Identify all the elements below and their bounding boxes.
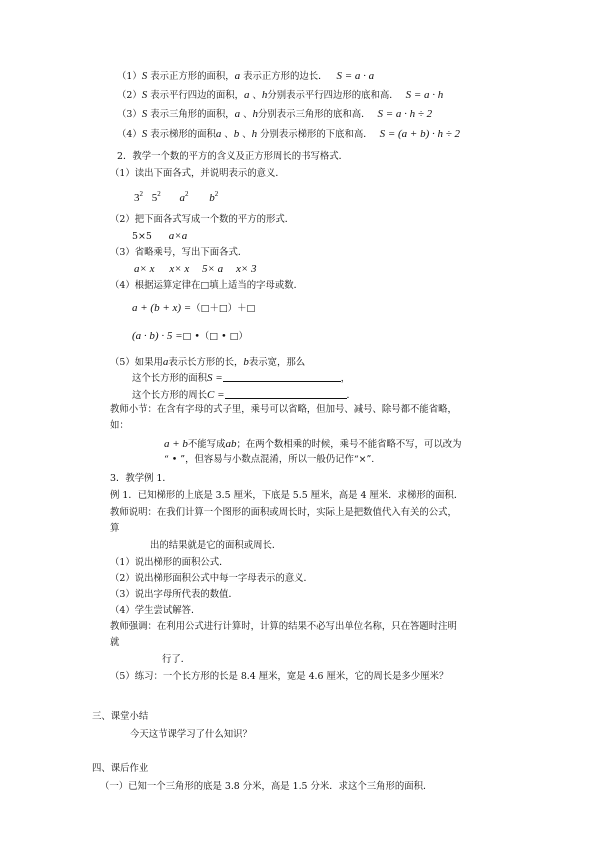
- square-form-items: 5×5 a×a: [132, 230, 188, 242]
- fill-eq-2: (a · b) · 5 =□ •（□ • □）: [132, 330, 248, 342]
- teacher-explain-line-3: 出的结果就是它的面积或周长．: [150, 540, 282, 551]
- formula-triangle-eq: S = a · h ÷ 2: [377, 108, 433, 120]
- step-5-practice: （5）练习：一个长方形的长是 8.4 厘米，宽是 4.6 厘米，它的周长是多少厘米？: [110, 671, 449, 682]
- power-4: $b^2$: [209, 190, 219, 204]
- step-1: （1）说出梯形的面积公式．: [110, 557, 229, 568]
- formula-square: （1）S 表示正方形的面积，a 表示正方形的边长． S = a · a: [117, 70, 375, 82]
- section-2-title: 2．教学一个数的平方的含义及正方形周长的书写格式．: [117, 151, 348, 162]
- formula-square-eq: S = a · a: [336, 70, 375, 82]
- teacher-note-line-3: a + b不能写成ab；在两个数相乘的时候，乘号不能省略不写，可以改为: [164, 438, 462, 450]
- powers-row: [134, 192, 218, 204]
- teacher-stress-line-2: 就: [110, 637, 120, 648]
- power-1: $3^2$: [134, 190, 143, 204]
- summary-text: 今天这节课学习了什么知识？: [130, 729, 252, 740]
- teacher-stress-line-3: 行了．: [162, 654, 191, 665]
- formula-trapezoid: （4）S 表示梯形的面积a 、b 、h 分别表示梯形的下底和高． S = (a + b) · h ÷ 2: [117, 128, 461, 140]
- teacher-note-line-4: “ • ”，但容易与小数点混淆，所以一般仍记作“×”.: [164, 454, 375, 465]
- question-rectangle: （5）如果用a表示长方形的长，b表示宽，那么: [110, 356, 306, 368]
- perimeter-answer-blank[interactable]: [225, 389, 347, 399]
- question-omit-sign: （3）省略乘号，写出下面各式．: [110, 247, 248, 258]
- teacher-explain-line-2: 算: [110, 523, 120, 534]
- teacher-note-line-2: 如：: [110, 420, 129, 431]
- homework-heading: 四、课后作业: [92, 763, 149, 774]
- teacher-note-line-1: 教师小节：在含有字母的式子里，乘号可以省略，但加号、减号、除号都不能省略，: [110, 404, 457, 415]
- power-3: $a^2$: [179, 190, 189, 204]
- summary-heading: 三、课堂小结: [92, 711, 149, 722]
- rectangle-perimeter-line: 这个长方形的周长C = ．: [132, 389, 356, 401]
- area-answer-blank[interactable]: [223, 372, 341, 382]
- example-1: 例 1．已知梯形的上底是 3.5 厘米，下底是 5.5 厘米，高是 4 厘米．求梯形的面积．: [110, 490, 464, 501]
- omit-sign-items: a× x x× x 5× a x× 3: [134, 263, 257, 275]
- formula-parallelogram: （2）S 表示平行四边的面积，a 、h分别表示平行四边形的底和高． S = a · h: [117, 89, 444, 101]
- formula-trapezoid-eq: S = (a + b) · h ÷ 2: [379, 128, 461, 140]
- question-square-form: （2）把下面各式写成一个数的平方的形式．: [110, 214, 295, 225]
- step-2: （2）说出梯形面积公式中每一字母表示的意义．: [110, 573, 313, 584]
- formula-triangle: （3）S 表示三角形的面积，a 、h分别表示三角形的底和高． S = a · h ÷ 2: [117, 108, 433, 120]
- fill-eq-1: a + (b + x) =（□＋□）＋□: [132, 302, 256, 314]
- question-read: （1）读出下面各式，并说明表示的意义．: [110, 168, 285, 179]
- step-4: （4）学生尝试解答．: [110, 605, 201, 616]
- teacher-explain-line-1: 教师说明：在我们计算一个图形的面积或周长时，实际上是把数值代入有关的公式，: [110, 507, 457, 518]
- rectangle-area-line: 这个长方形的面积S = ，: [132, 372, 351, 384]
- teacher-stress-line-1: 教师强调：在利用公式进行计算时，计算的结果不必写出单位名称，只在答题时注明: [110, 621, 457, 632]
- step-3: （3）说出字母所代表的数值．: [110, 589, 238, 600]
- question-fill-boxes: （4）根据运算定律在□填上适当的字母或数．: [110, 280, 303, 291]
- power-2: $5^2$: [151, 190, 161, 204]
- formula-parallelogram-eq: S = a · h: [405, 89, 444, 101]
- section-3-title: 3．教学例 1．: [110, 473, 172, 484]
- homework-item-1: （一）已知一个三角形的底是 3.8 分米，高是 1.5 分米．求这个三角形的面积．: [100, 781, 433, 792]
